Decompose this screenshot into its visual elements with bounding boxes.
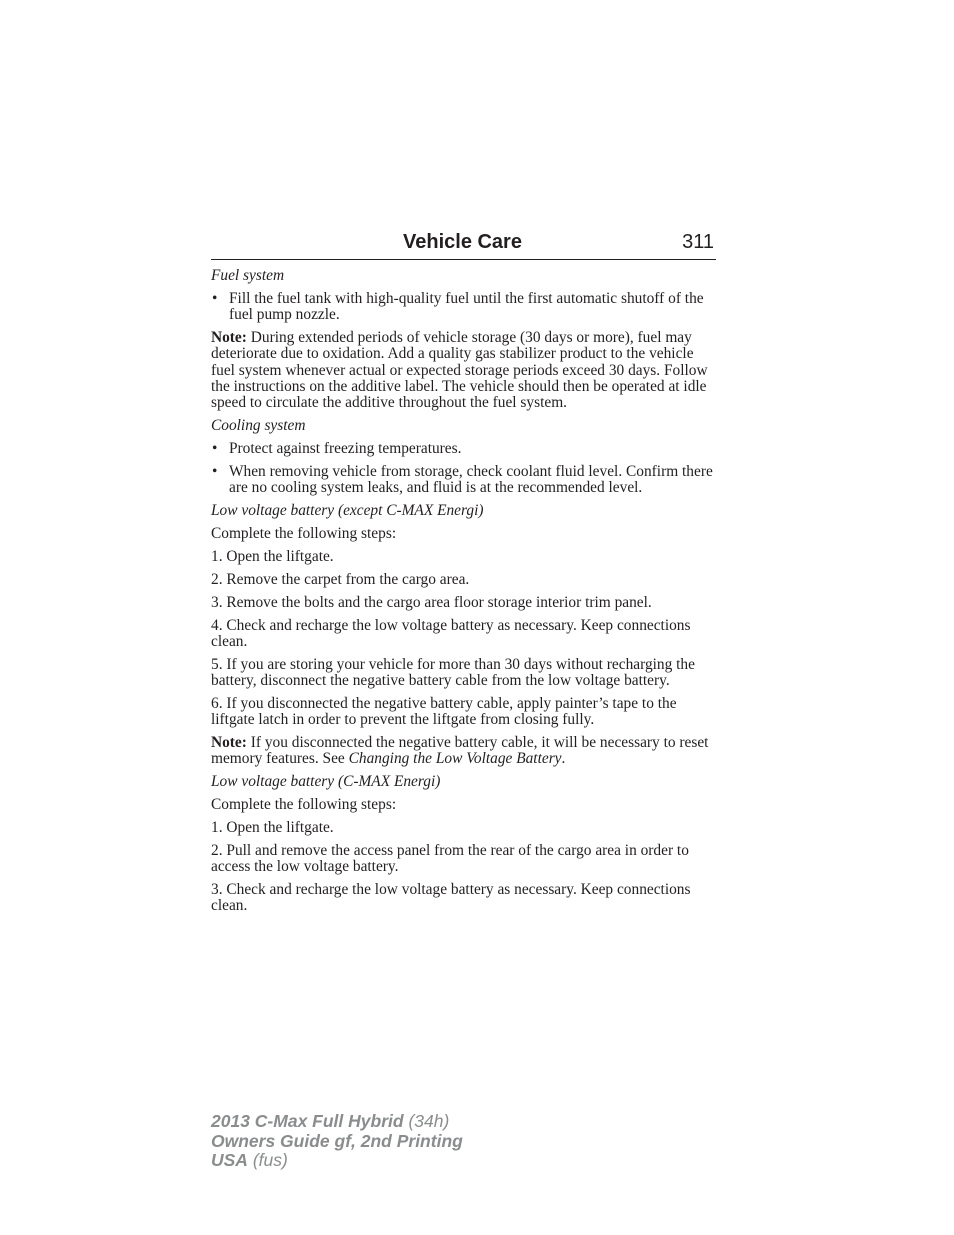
footer-model-code: (34h) xyxy=(408,1111,450,1131)
step-item: 2. Remove the carpet from the cargo area. xyxy=(211,570,470,588)
step-item: 2. Pull and remove the access panel from the rear of the cargo area in order to access the low voltage battery. xyxy=(211,842,689,876)
footer-line-guide xyxy=(211,1132,463,1152)
section-title: Vehicle Care xyxy=(403,231,522,253)
page-header xyxy=(211,229,716,260)
note-text: If you disconnected the negative battery cable, it will be necessary to reset memory features. See xyxy=(211,734,709,768)
footer-market-code: (fus) xyxy=(252,1150,288,1170)
note-end: . xyxy=(561,750,566,768)
footer-line-market xyxy=(211,1151,463,1171)
document-footer xyxy=(211,1112,463,1171)
step-item: 3. Remove the bolts and the cargo area floor storage interior trim panel. xyxy=(211,593,652,611)
list-item xyxy=(211,291,717,324)
page-body xyxy=(211,268,717,921)
note-label: Note: xyxy=(211,734,247,752)
low-voltage-battery-heading: Low voltage battery (except C-MAX Energi) xyxy=(211,502,484,520)
list-item xyxy=(211,441,717,457)
steps-intro: Complete the following steps: xyxy=(211,525,397,543)
bullet-icon: • xyxy=(212,289,218,307)
fuel-system-heading: Fuel system xyxy=(211,267,285,284)
step-item: 6. If you disconnected the negative battery cable, apply painter’s tape to the liftgate latch in order to prevent the liftgate from closing fully. xyxy=(211,694,677,729)
fuel-note xyxy=(211,330,717,411)
energi-battery-heading: Low voltage battery (C-MAX Energi) xyxy=(211,773,441,791)
battery-note xyxy=(211,735,717,768)
cooling-system-heading: Cooling system xyxy=(211,417,306,435)
step-item: 1. Open the liftgate. xyxy=(211,819,334,837)
footer-guide: Owners Guide gf, 2nd Printing xyxy=(211,1130,463,1151)
list-item-text: Protect against freezing temperatures. xyxy=(229,440,462,458)
step-item: 3. Check and recharge the low voltage battery as necessary. Keep connections clean. xyxy=(211,881,691,915)
list-item-text: When removing vehicle from storage, check coolant fluid level. Confirm there are no cooling system leaks, and fluid is at the recommended level. xyxy=(229,462,713,497)
footer-model: 2013 C-Max Full Hybrid xyxy=(211,1111,404,1131)
list-item xyxy=(211,464,717,497)
step-item: 1. Open the liftgate. xyxy=(211,547,334,565)
steps-intro: Complete the following steps: xyxy=(211,796,397,814)
footer-market: USA xyxy=(211,1150,248,1170)
bullet-icon: • xyxy=(212,462,218,480)
note-text: During extended periods of vehicle storage (30 days or more), fuel may deteriorate due to oxidation. Add a quality gas stabilizer product to the vehicle fuel system whenever actual or expected storage periods exceed 30 days. Follow the instructions on the additive label. The vehicle should then be operated at idle speed to circulate the additive throughout the fuel system. xyxy=(211,329,708,412)
cross-reference: Changing the Low Voltage Battery xyxy=(348,750,562,768)
list-item-text: Fill the fuel tank with high-quality fuel until the first automatic shutoff of the fuel pump nozzle. xyxy=(229,289,704,324)
footer-line-model xyxy=(211,1112,463,1132)
page-number: 311 xyxy=(682,231,714,253)
step-item: 4. Check and recharge the low voltage battery as necessary. Keep connections clean. xyxy=(211,616,691,650)
step-item: 5. If you are storing your vehicle for more than 30 days without recharging the battery, disconnect the negative battery cable from the low voltage battery. xyxy=(211,655,695,690)
bullet-icon: • xyxy=(212,440,218,458)
note-label: Note: xyxy=(211,329,247,347)
